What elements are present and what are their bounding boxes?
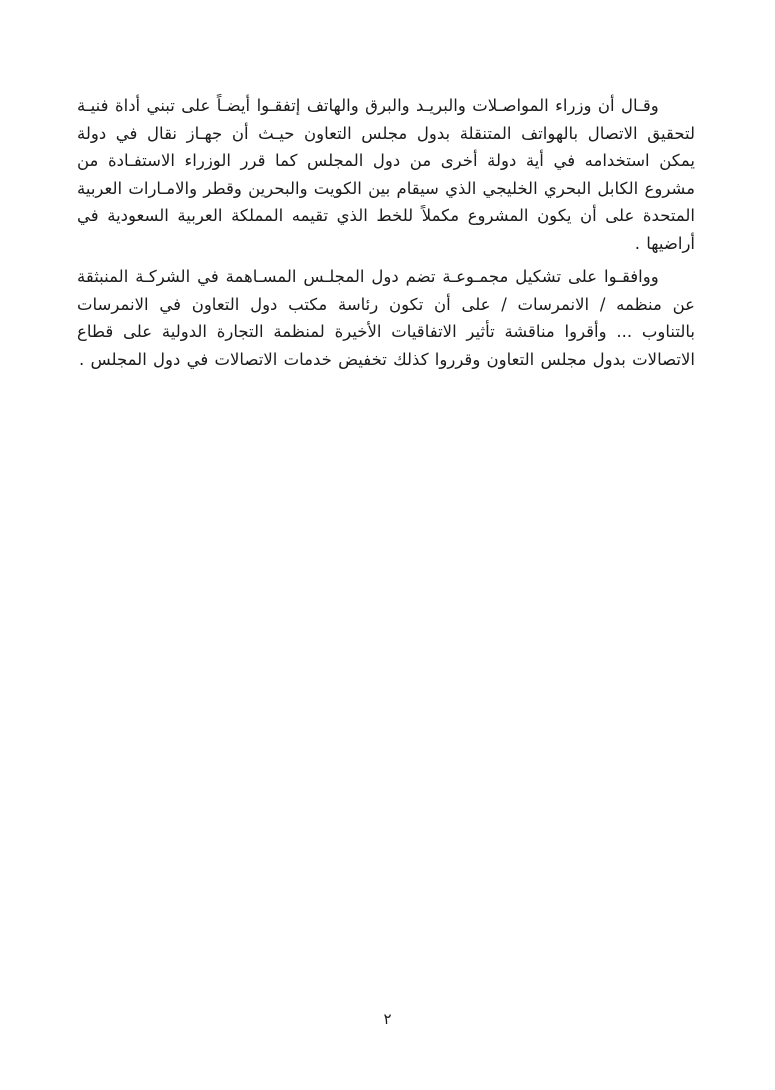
- paragraph-1: وقـال أن وزراء المواصـلات والبريـد والبرق والهاتف إتفقـوا أيضـاً على تبني أداة فنيـة لتحقيق الاتصال بالهواتف المتنقلة بدول مجلس التعاون حيـث أن جهـاز نقال في دولة يمكن استخدامه في أية دولة أخرى من دول المجلس كما قرر الوزراء الاستفـادة من مشروع الكابل البحري الخليجي الذي سيقام بين الكويت والبحرين وقطر والامـارات العربية المتحدة على أن يكون المشروع مكملاً للخط الذي تقيمه المملكة العربية السعودية في أراضيها .: [77, 96, 695, 253]
- page-number: ٢: [383, 1010, 392, 1028]
- document-body: [77, 92, 695, 373]
- paragraph-2: ووافقـوا على تشكيل مجمـوعـة تضم دول المجلـس المسـاهمة في الشركـة المنبثقة عن منظمه / الانمرسات / على أن تكون رئاسة مكتب دول التعاون في الانمرسات بالتناوب ... وأقروا مناقشة تأثير الاتفاقيات الأخيرة لمنظمة التجارة الدولية على قطاع الاتصالات بدول مجلس التعاون وقرروا كذلك تخفيض خدمات الاتصالات في دول المجلس .: [77, 267, 695, 369]
